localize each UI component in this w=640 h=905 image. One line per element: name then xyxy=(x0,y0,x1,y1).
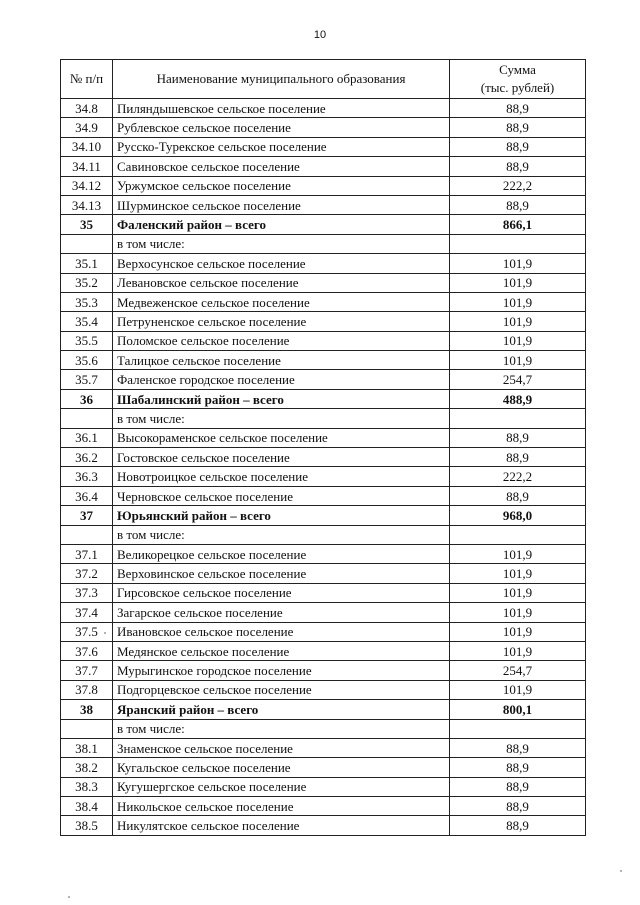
table-row xyxy=(61,661,586,680)
row-name: Новотроицкое сельское поселение xyxy=(113,467,450,486)
row-sum: 101,9 xyxy=(450,254,586,273)
row-name: Высокораменское сельское поселение xyxy=(113,428,450,447)
row-number: 37.1 xyxy=(61,544,113,563)
row-sum: 101,9 xyxy=(450,641,586,660)
header-sum xyxy=(450,60,586,99)
row-name: в том числе: xyxy=(113,719,450,738)
row-name: в том числе: xyxy=(113,409,450,428)
row-name: Черновское сельское поселение xyxy=(113,486,450,505)
scan-speck xyxy=(620,870,622,872)
row-sum: 866,1 xyxy=(450,215,586,234)
table-row xyxy=(61,331,586,350)
row-name: Подгорцевское сельское поселение xyxy=(113,680,450,699)
row-number: 36.3 xyxy=(61,467,113,486)
row-number xyxy=(61,719,113,738)
scan-speck xyxy=(68,896,70,898)
row-number xyxy=(61,525,113,544)
row-name: Гостовское сельское поселение xyxy=(113,448,450,467)
row-name: Ивановское сельское поселение xyxy=(113,622,450,641)
table-row xyxy=(61,797,586,816)
row-number: 37.2 xyxy=(61,564,113,583)
row-number: 34.12 xyxy=(61,176,113,195)
table-row xyxy=(61,99,586,118)
row-sum: 88,9 xyxy=(450,738,586,757)
table-body xyxy=(61,99,586,836)
row-sum: 968,0 xyxy=(450,506,586,525)
row-sum: 88,9 xyxy=(450,118,586,137)
row-name: Русско-Турекское сельское поселение xyxy=(113,137,450,156)
row-number: 37 xyxy=(61,506,113,525)
row-name: Знаменское сельское поселение xyxy=(113,738,450,757)
row-name: Загарское сельское поселение xyxy=(113,603,450,622)
row-number: 35.1 xyxy=(61,254,113,273)
row-number: 37.3 xyxy=(61,583,113,602)
row-sum: 88,9 xyxy=(450,758,586,777)
table-row xyxy=(61,370,586,389)
row-number: 35.4 xyxy=(61,312,113,331)
budget-table xyxy=(60,59,586,836)
table-row xyxy=(61,273,586,292)
row-name: Шабалинский район – всего xyxy=(113,389,450,408)
table-row xyxy=(61,603,586,622)
row-number: 37.6 xyxy=(61,641,113,660)
row-number: 38.2 xyxy=(61,758,113,777)
row-sum: 88,9 xyxy=(450,137,586,156)
row-number: 34.11 xyxy=(61,157,113,176)
row-number: 35.3 xyxy=(61,292,113,311)
row-name: в том числе: xyxy=(113,525,450,544)
row-sum: 488,9 xyxy=(450,389,586,408)
row-name: Верховинское сельское поселение xyxy=(113,564,450,583)
row-name: Кугушергское сельское поселение xyxy=(113,777,450,796)
table-row-district-total xyxy=(61,215,586,234)
row-sum xyxy=(450,525,586,544)
row-name: Савиновское сельское поселение xyxy=(113,157,450,176)
table-row xyxy=(61,409,586,428)
row-number xyxy=(61,234,113,253)
row-name: Уржумское сельское поселение xyxy=(113,176,450,195)
row-name: Никулятское сельское поселение xyxy=(113,816,450,835)
row-sum: 88,9 xyxy=(450,777,586,796)
row-name: Петруненское сельское поселение xyxy=(113,312,450,331)
table-row-district-total xyxy=(61,389,586,408)
row-sum: 101,9 xyxy=(450,564,586,583)
row-sum: 254,7 xyxy=(450,370,586,389)
table-header xyxy=(61,60,586,99)
row-name: Талицкое сельское поселение xyxy=(113,351,450,370)
row-sum: 101,9 xyxy=(450,544,586,563)
row-sum: 101,9 xyxy=(450,622,586,641)
row-sum xyxy=(450,719,586,738)
row-number: 38.5 xyxy=(61,816,113,835)
table-row xyxy=(61,758,586,777)
row-name: Медянское сельское поселение xyxy=(113,641,450,660)
header-row xyxy=(61,60,586,99)
table-row xyxy=(61,195,586,214)
page-number: 10 xyxy=(313,29,327,41)
row-number: 36.4 xyxy=(61,486,113,505)
table-row xyxy=(61,137,586,156)
row-sum: 88,9 xyxy=(450,486,586,505)
row-name: Медвеженское сельское поселение xyxy=(113,292,450,311)
row-sum xyxy=(450,409,586,428)
header-name: Наименование муниципального образования xyxy=(113,60,450,99)
row-sum: 88,9 xyxy=(450,195,586,214)
row-number xyxy=(61,409,113,428)
row-number: 37.5 xyxy=(61,622,113,641)
row-sum: 101,9 xyxy=(450,331,586,350)
row-sum: 101,9 xyxy=(450,603,586,622)
row-name: Гирсовское сельское поселение xyxy=(113,583,450,602)
table-row xyxy=(61,467,586,486)
row-sum: 254,7 xyxy=(450,661,586,680)
table-row xyxy=(61,641,586,660)
row-name: Верхосунское сельское поселение xyxy=(113,254,450,273)
row-sum: 88,9 xyxy=(450,157,586,176)
row-sum: 88,9 xyxy=(450,816,586,835)
row-number: 36.2 xyxy=(61,448,113,467)
table-row xyxy=(61,292,586,311)
row-name: Фаленское городское поселение xyxy=(113,370,450,389)
row-number: 36.1 xyxy=(61,428,113,447)
table-row xyxy=(61,428,586,447)
row-sum: 800,1 xyxy=(450,700,586,719)
header-sum-line1: Сумма xyxy=(499,62,536,78)
row-name: в том числе: xyxy=(113,234,450,253)
row-name: Великорецкое сельское поселение xyxy=(113,544,450,563)
table-row xyxy=(61,234,586,253)
row-number: 34.13 xyxy=(61,195,113,214)
table-row xyxy=(61,254,586,273)
row-name: Шурминское сельское поселение xyxy=(113,195,450,214)
table-row xyxy=(61,622,586,641)
table-row xyxy=(61,312,586,331)
row-sum: 222,2 xyxy=(450,467,586,486)
table-row xyxy=(61,486,586,505)
table-row xyxy=(61,738,586,757)
header-number: № п/п xyxy=(61,60,113,99)
row-number: 35.7 xyxy=(61,370,113,389)
row-number: 37.4 xyxy=(61,603,113,622)
table-row xyxy=(61,816,586,835)
row-number: 37.7 xyxy=(61,661,113,680)
row-name: Левановское сельское поселение xyxy=(113,273,450,292)
row-number: 35.5 xyxy=(61,331,113,350)
row-number: 35.6 xyxy=(61,351,113,370)
row-number: 34.9 xyxy=(61,118,113,137)
row-number: 35.2 xyxy=(61,273,113,292)
row-sum: 88,9 xyxy=(450,99,586,118)
row-number: 34.8 xyxy=(61,99,113,118)
row-name: Мурыгинское городское поселение xyxy=(113,661,450,680)
row-sum: 101,9 xyxy=(450,312,586,331)
table-row xyxy=(61,583,586,602)
row-sum: 101,9 xyxy=(450,680,586,699)
row-sum: 88,9 xyxy=(450,448,586,467)
row-name: Пиляндышевское сельское поселение xyxy=(113,99,450,118)
table-row xyxy=(61,525,586,544)
row-sum xyxy=(450,234,586,253)
row-name: Фаленский район – всего xyxy=(113,215,450,234)
row-name: Яранский район – всего xyxy=(113,700,450,719)
row-sum: 88,9 xyxy=(450,797,586,816)
table-row xyxy=(61,351,586,370)
row-sum: 101,9 xyxy=(450,583,586,602)
table-row xyxy=(61,176,586,195)
row-name: Никольское сельское поселение xyxy=(113,797,450,816)
table-row xyxy=(61,777,586,796)
row-number: 38.3 xyxy=(61,777,113,796)
table-row xyxy=(61,118,586,137)
table-row-district-total xyxy=(61,506,586,525)
row-name: Юрьянский район – всего xyxy=(113,506,450,525)
row-name: Поломское сельское поселение xyxy=(113,331,450,350)
row-number: 38 xyxy=(61,700,113,719)
table-row xyxy=(61,719,586,738)
table-row xyxy=(61,564,586,583)
row-name: Кугальское сельское поселение xyxy=(113,758,450,777)
row-sum: 101,9 xyxy=(450,292,586,311)
row-number: 34.10 xyxy=(61,137,113,156)
row-number: 38.4 xyxy=(61,797,113,816)
row-name: Рублевское сельское поселение xyxy=(113,118,450,137)
scan-speck xyxy=(104,632,106,634)
table-row xyxy=(61,157,586,176)
row-number: 35 xyxy=(61,215,113,234)
table-row xyxy=(61,448,586,467)
row-sum: 222,2 xyxy=(450,176,586,195)
table-row xyxy=(61,544,586,563)
row-sum: 101,9 xyxy=(450,273,586,292)
row-sum: 88,9 xyxy=(450,428,586,447)
row-number: 36 xyxy=(61,389,113,408)
row-number: 38.1 xyxy=(61,738,113,757)
header-sum-line2: (тыс. рублей) xyxy=(480,80,555,95)
row-number: 37.8 xyxy=(61,680,113,699)
table-row xyxy=(61,680,586,699)
table-row-district-total xyxy=(61,700,586,719)
row-sum: 101,9 xyxy=(450,351,586,370)
